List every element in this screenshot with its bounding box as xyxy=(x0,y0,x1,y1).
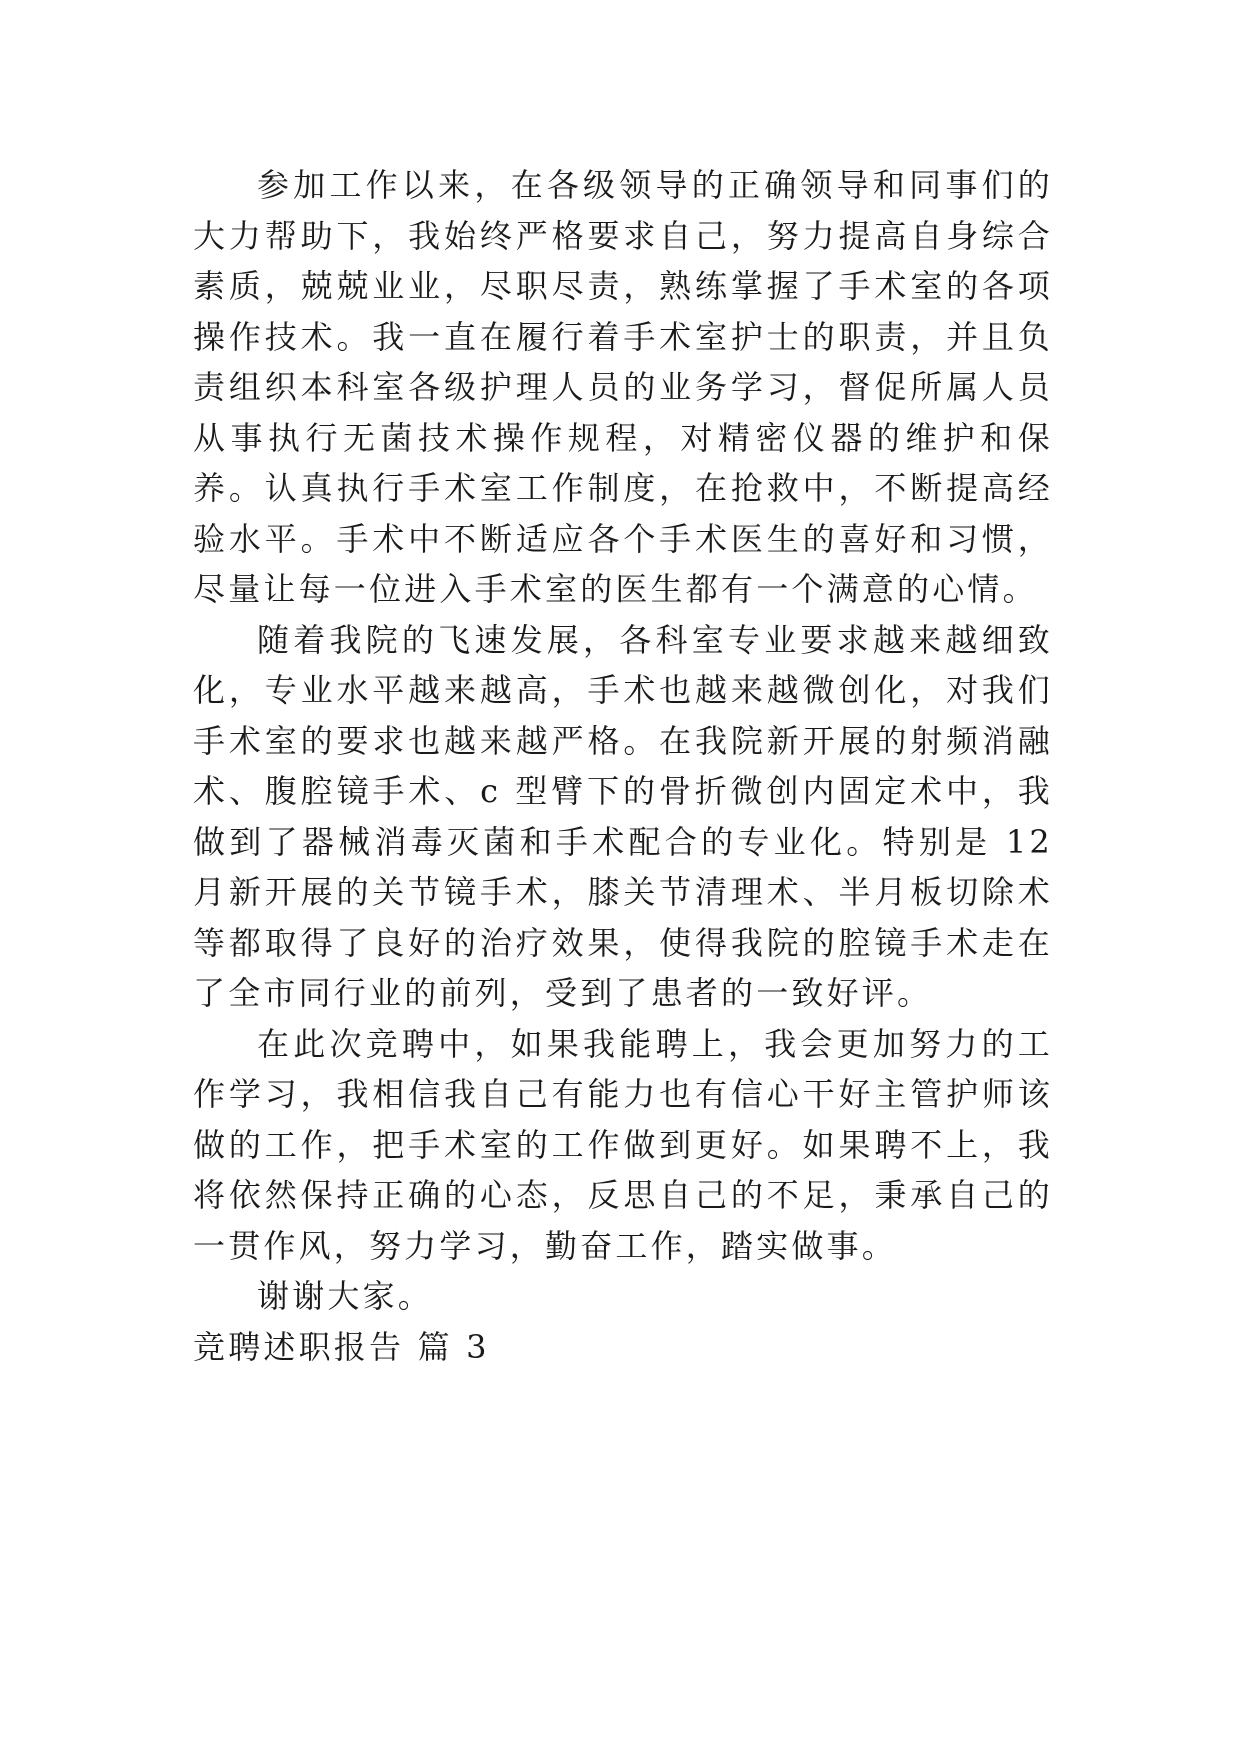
paragraph-work-experience: 参加工作以来，在各级领导的正确领导和同事们的大力帮助下，我始终严格要求自己，努力提高自身综合素质，兢兢业业，尽职尽责，熟练掌握了手术室的各项操作技术。我一直在履行着手术室护士的职责，并且负责组织本科室各级护理人员的业务学习，督促所属人员从事执行无菌技术操作规程，对精密仪器的维护和保养。认真执行手术室工作制度，在抢救中，不断提高经验水平。手术中不断适应各个手术医生的喜好和习惯，尽量让每一位进入手术室的医生都有一个满意的心情。 xyxy=(193,166,1053,608)
document-body xyxy=(193,160,1053,1372)
section-heading: 竞聘述职报告 篇 3 xyxy=(193,1327,490,1366)
paragraph-competition-statement: 在此次竞聘中，如果我能聘上，我会更加努力的工作学习，我相信我自己有能力也有信心干好主管护师该做的工作，把手术室的工作做到更好。如果聘不上，我将依然保持正确的心态，反思自己的不足，秉承自己的一贯作风，努力学习，勤奋工作，踏实做事。 xyxy=(193,1024,1053,1265)
paragraph-hospital-development: 随着我院的飞速发展，各科室专业要求越来越细致化，专业水平越来越高，手术也越来越微创化，对我们手术室的要求也越来越严格。在我院新开展的射频消融术、腹腔镜手术、c 型臂下的骨折微创内固定术中，我做到了器械消毒灭菌和手术配合的专业化。特别是 12 月新开展的关节镜手术，膝关节清理术、半月板切除术等都取得了良好的治疗效果，使得我院的腔镜手术走在了全市同行业的前列，受到了患者的一致好评。 xyxy=(193,620,1053,1012)
paragraph-thanks: 谢谢大家。 xyxy=(257,1277,434,1315)
